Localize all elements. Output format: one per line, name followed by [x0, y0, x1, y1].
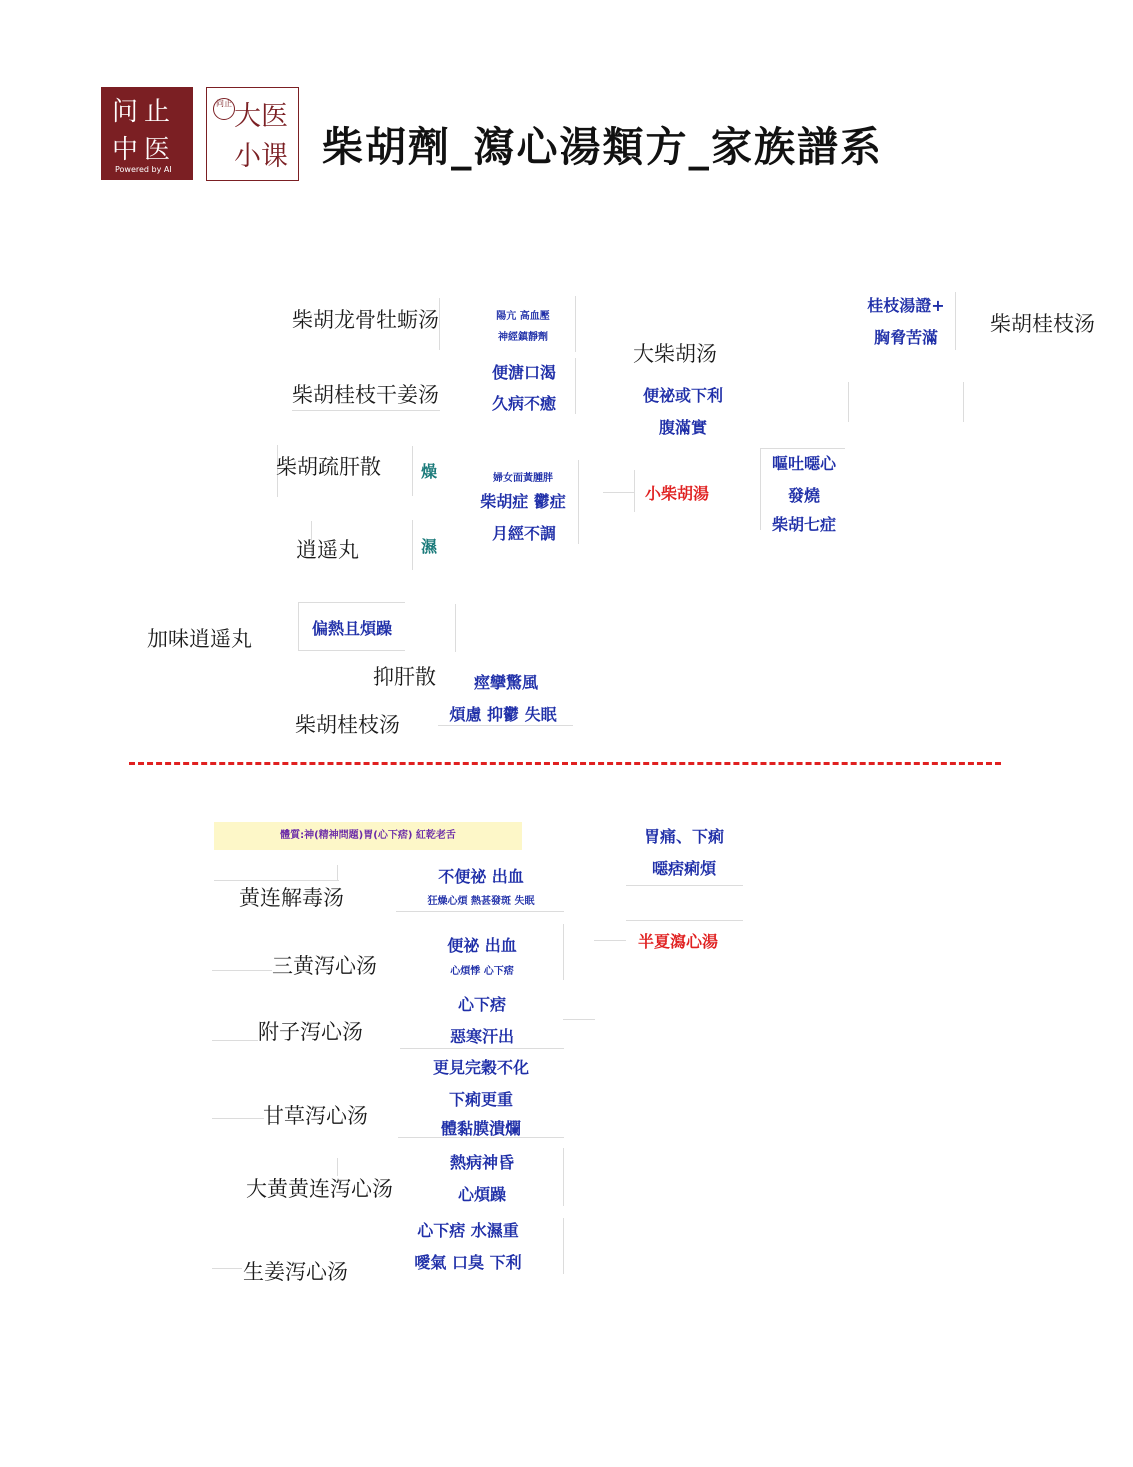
- symptom-label: 心下痞: [457, 995, 506, 1014]
- symptom-label: 柴胡症 鬱症: [480, 492, 566, 511]
- formula-chaihu-guizhi-right: 柴胡桂枝汤: [990, 312, 1095, 336]
- connector: [626, 920, 743, 921]
- symptom-label: 桂枝湯證+: [867, 296, 945, 315]
- symptom-label: 胃痛、下痢: [643, 827, 724, 846]
- symptom-label: 柴胡七症: [771, 515, 836, 534]
- connector: [760, 448, 845, 449]
- constitution-note: 體質:神(精神問題)胃(心下痞) 紅乾老舌: [214, 822, 522, 850]
- connector: [400, 1048, 564, 1049]
- symptom-label: 胸脅苦滿: [873, 328, 938, 347]
- formula-chaihu-longgu-muli: 柴胡龙骨牡蛎汤: [292, 308, 439, 332]
- page-title: 柴胡劑_瀉心湯類方_家族譜系: [322, 123, 883, 171]
- connector: [212, 970, 272, 971]
- connector: [578, 460, 579, 544]
- symptom-label: 痙攣驚風: [473, 673, 538, 692]
- symptom-label: 體黏膜潰爛: [440, 1119, 521, 1138]
- logo-line-3: Powered by AI: [115, 165, 172, 174]
- wenzhi-logo: [101, 87, 193, 180]
- symptom-label: 陽亢 高血壓: [496, 311, 550, 322]
- dry-label: 燥: [421, 462, 438, 481]
- formula-yigan: 抑肝散: [373, 665, 436, 689]
- symptom-label: 腹滿實: [658, 418, 707, 437]
- logo-line-2: 中医: [112, 135, 177, 165]
- symptom-label: 嘔吐噁心: [771, 454, 836, 473]
- logo2-line-1: 大医: [234, 101, 288, 132]
- symptom-label: 心煩躁: [457, 1185, 506, 1204]
- connector: [396, 911, 564, 912]
- formula-shengjiang-xiexin: 生姜泻心汤: [243, 1260, 348, 1284]
- symptom-label: 噁痞痢煩: [651, 859, 716, 878]
- connector: [212, 1118, 264, 1119]
- connector: [412, 520, 413, 570]
- connector: [563, 1148, 564, 1206]
- connector: [760, 448, 761, 530]
- connector: [298, 602, 299, 650]
- connector: [438, 725, 573, 726]
- connector: [603, 492, 635, 493]
- connector: [212, 1268, 242, 1269]
- symptom-label: 月經不調: [491, 524, 556, 543]
- connector: [634, 470, 635, 512]
- connector: [563, 1019, 595, 1020]
- connector: [594, 940, 626, 941]
- connector: [212, 1040, 258, 1041]
- symptom-label: 下痢更重: [448, 1090, 513, 1109]
- formula-xiao-chaihu: 小柴胡湯: [645, 484, 710, 503]
- symptom-label: 便祕或下利: [642, 386, 723, 405]
- symptom-label: 婦女面黃腫胖: [493, 473, 553, 484]
- symptom-label: 發燒: [787, 486, 820, 505]
- connector: [963, 382, 964, 422]
- formula-da-chaihu: 大柴胡汤: [633, 342, 717, 366]
- symptom-label: 神經鎮靜劑: [498, 332, 548, 343]
- logo2-line-2: 小课: [234, 141, 288, 172]
- connector: [214, 880, 339, 881]
- section-divider: [129, 762, 1001, 765]
- symptom-label: 久病不癒: [491, 394, 556, 413]
- formula-gancao-xiexin: 甘草泻心汤: [263, 1104, 368, 1128]
- connector: [575, 296, 576, 352]
- logo-line-1: 问止: [112, 97, 177, 127]
- connector: [292, 410, 440, 411]
- connector: [298, 602, 405, 603]
- symptom-label: 偏熱且煩躁: [311, 619, 392, 638]
- symptom-label: 更見完穀不化: [432, 1058, 529, 1077]
- formula-chaihu-shugan: 柴胡疏肝散: [276, 455, 381, 479]
- connector: [848, 382, 849, 422]
- connector: [563, 924, 564, 980]
- symptom-label: 便祕 出血: [447, 936, 517, 955]
- formula-chaihu-guizhi-bottom: 柴胡桂枝汤: [295, 713, 400, 737]
- connector: [575, 358, 576, 414]
- connector: [563, 1218, 564, 1274]
- symptom-label: 狂燥心煩 熱甚發斑 失眠: [427, 896, 535, 907]
- formula-jiawei-xiaoyao: 加味逍遥丸: [147, 627, 252, 651]
- formula-chaihu-guizhi-ganjiang: 柴胡桂枝干姜汤: [292, 383, 439, 407]
- connector: [412, 446, 413, 496]
- symptom-label: 不便祕 出血: [438, 867, 524, 886]
- connector: [298, 650, 405, 651]
- symptom-label: 心下痞 水濕重: [417, 1221, 519, 1240]
- formula-sanhuang-xiexin: 三黄泻心汤: [272, 954, 377, 978]
- symptom-label: 熱病神昏: [449, 1153, 514, 1172]
- formula-huanglian-jiedu: 黄连解毒汤: [239, 886, 344, 910]
- symptom-label: 便溏口渴: [491, 363, 556, 382]
- formula-banxia-xiexin: 半夏瀉心湯: [638, 932, 719, 951]
- formula-fuzi-xiexin: 附子泻心汤: [258, 1020, 363, 1044]
- connector: [455, 604, 456, 652]
- formula-xiaoyao: 逍遥丸: [296, 538, 359, 562]
- connector: [337, 865, 338, 881]
- dayi-xiaoke-logo: [206, 87, 299, 181]
- connector: [626, 885, 743, 886]
- seal-icon: 问止: [213, 98, 235, 120]
- symptom-label: 惡寒汗出: [449, 1027, 514, 1046]
- symptom-label: 噯氣 口臭 下利: [414, 1253, 522, 1272]
- connector: [439, 298, 440, 350]
- connector: [955, 292, 956, 350]
- wet-label: 濕: [421, 537, 438, 556]
- formula-dahuang-huanglian-xiexin: 大黄黄连泻心汤: [246, 1177, 393, 1201]
- symptom-label: 煩慮 抑鬱 失眠: [449, 705, 557, 724]
- symptom-label: 心煩悸 心下痞: [450, 966, 514, 977]
